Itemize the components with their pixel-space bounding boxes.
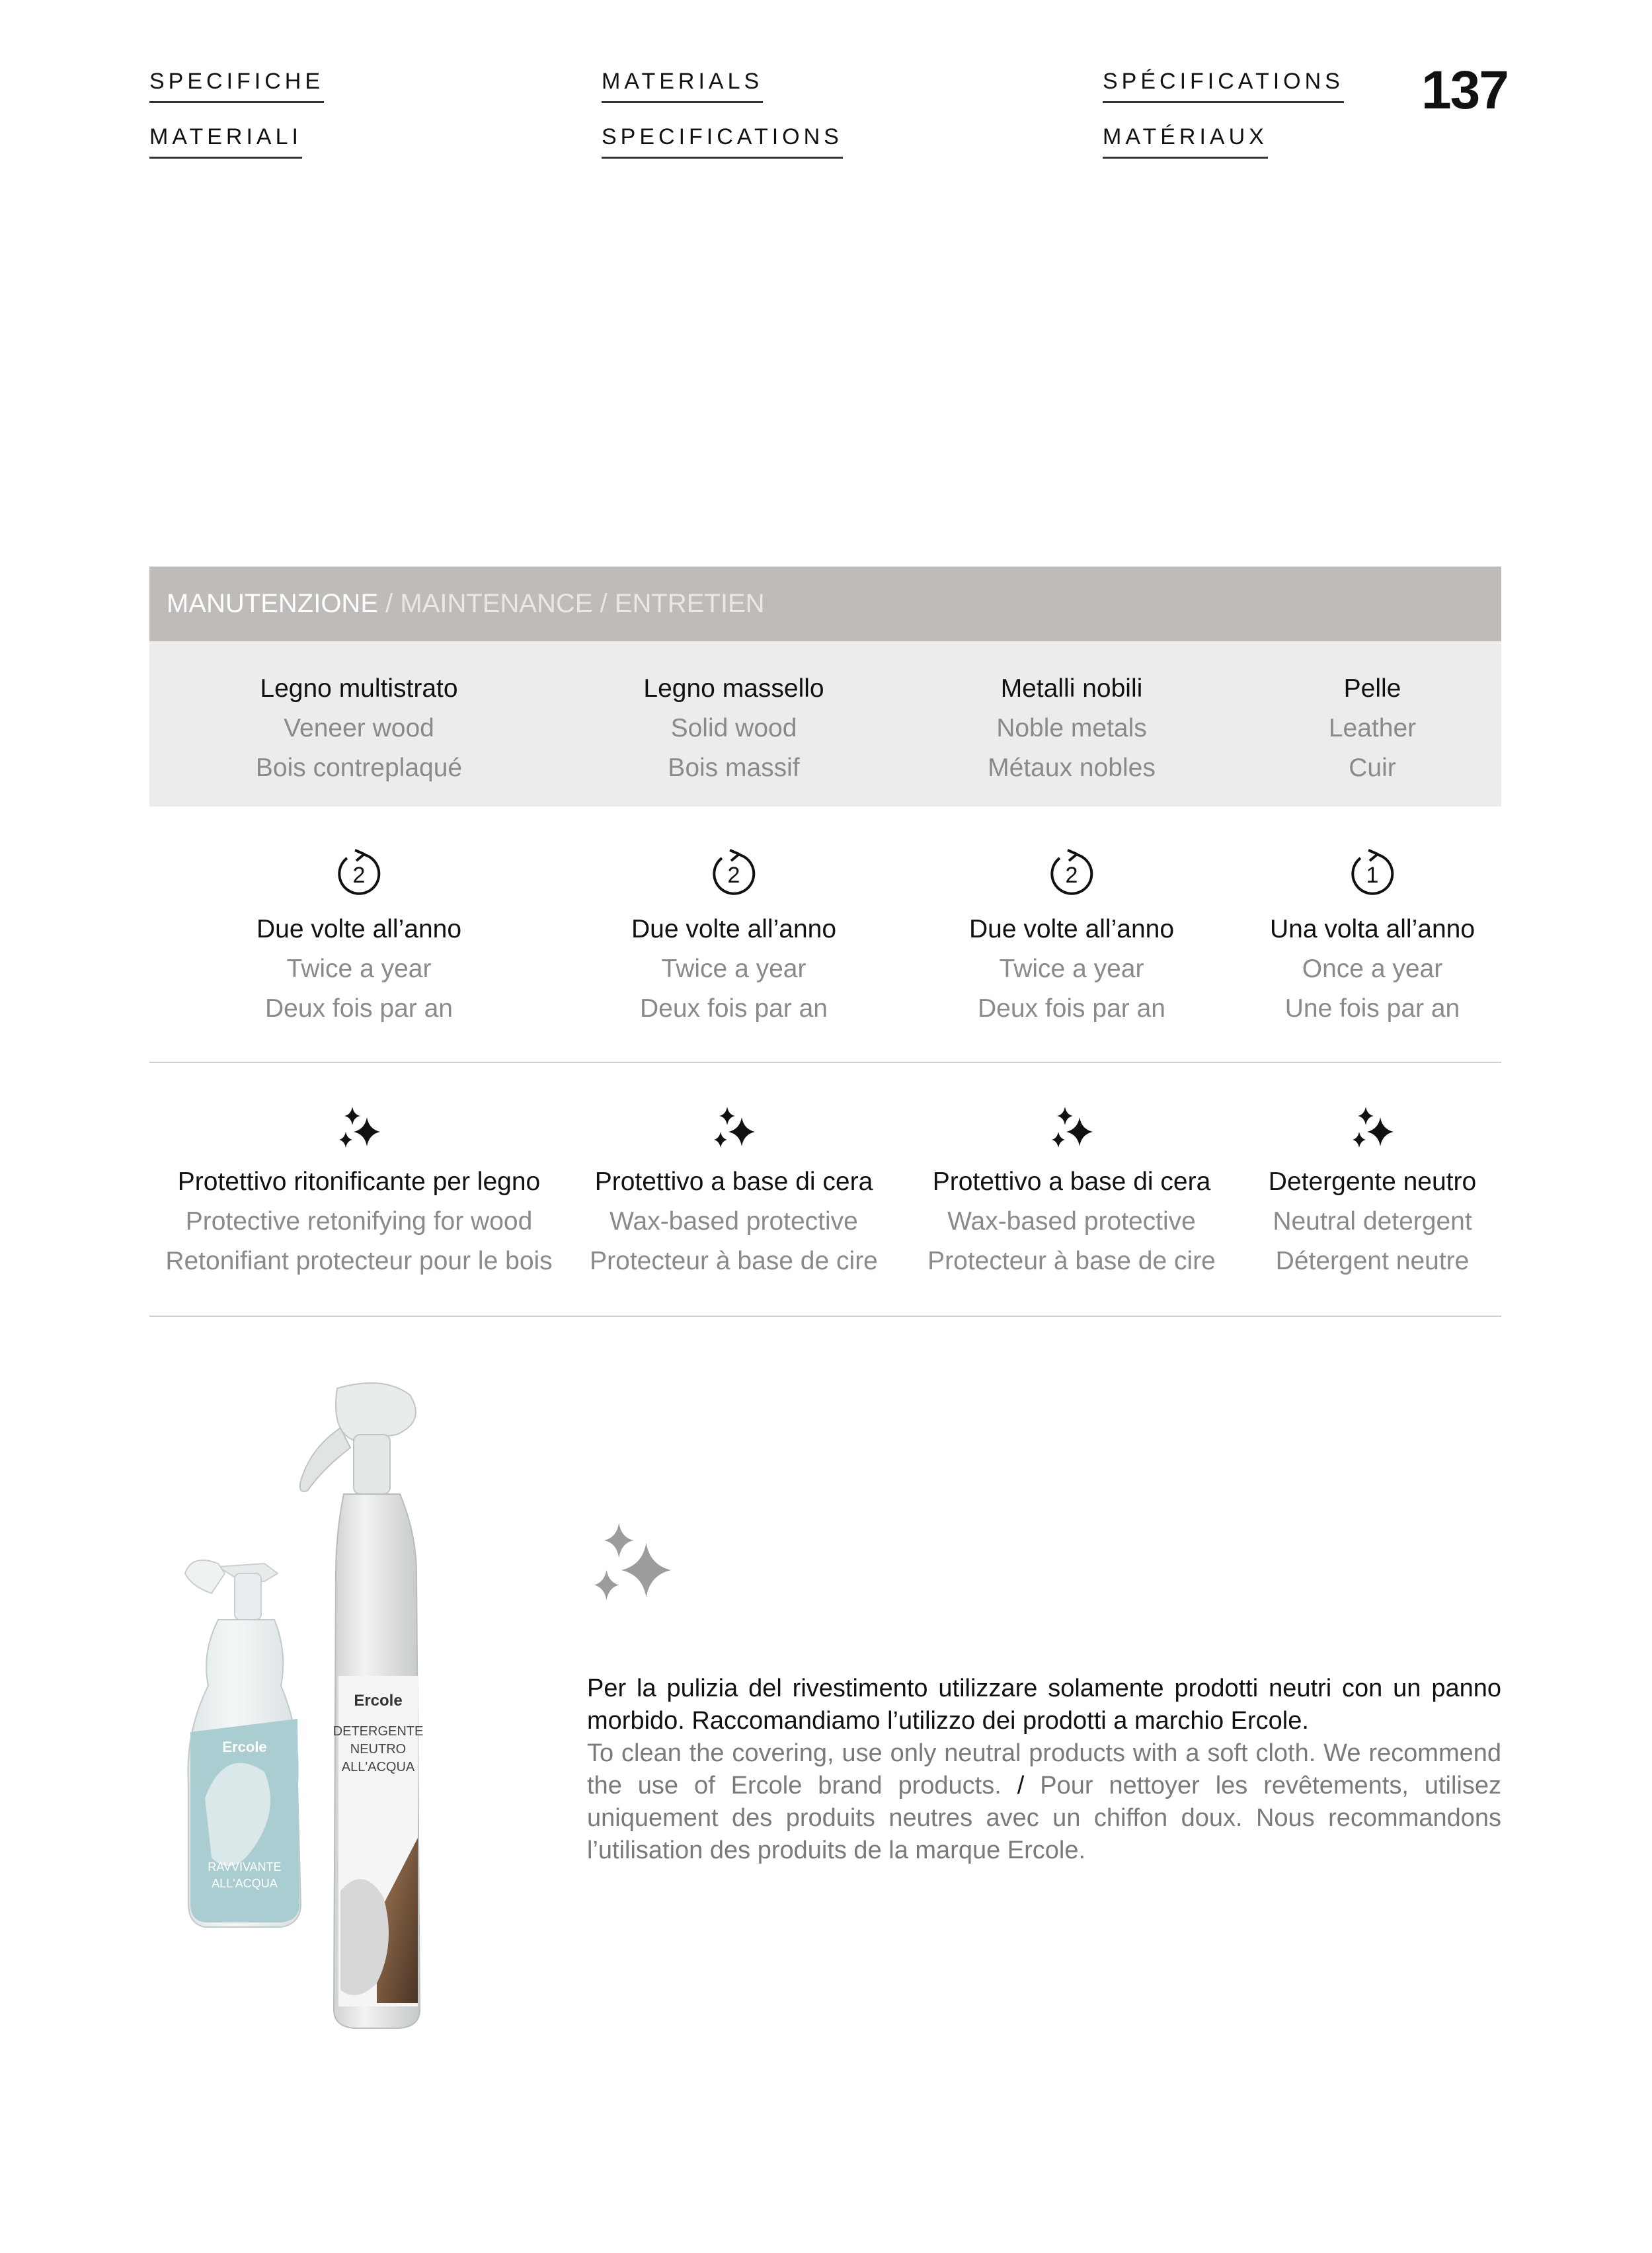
page-number: 137 (1421, 60, 1508, 120)
refresh-cycle-icon (1045, 848, 1098, 900)
frequency-item (631, 910, 836, 1029)
frequency-it: Due volte all’anno (256, 915, 462, 943)
title-it: MANUTENZIONE (167, 589, 378, 618)
frequency-count: 2 (1065, 863, 1078, 888)
material-noble-metals (988, 669, 1156, 788)
product-it: Detergente neutro (1268, 1167, 1477, 1196)
product-item (927, 1162, 1216, 1281)
product-it: Protettivo ritonificante per legno (177, 1167, 541, 1196)
frequency-fr: Une fois par an (1284, 994, 1460, 1023)
frequency-fr: Deux fois par an (639, 994, 828, 1023)
description-en: To clean the covering, use only neutral products with a soft cloth. We recommend the use of Ercole brand products. (587, 1739, 1501, 1799)
material-veneer-wood (256, 669, 462, 788)
header-label: MATERIALI (149, 124, 302, 159)
divider (149, 1316, 1501, 1317)
small-bottle (185, 1560, 301, 1927)
large-bottle-label: ALL'ACQUA (341, 1760, 415, 1774)
frequency-it: Due volte all’anno (631, 915, 837, 943)
large-bottle-brand: Ercole (354, 1692, 403, 1710)
large-bottle (300, 1383, 424, 2028)
material-leather (1329, 669, 1416, 788)
header-col-en (602, 69, 843, 159)
refresh-cycle-icon (707, 848, 760, 900)
frequency-count: 1 (1366, 863, 1379, 888)
title-separator: / (592, 589, 615, 618)
large-bottle-label: NEUTRO (350, 1742, 407, 1757)
product-fr: Détergent neutre (1275, 1247, 1470, 1275)
maintenance-description (587, 1673, 1501, 1867)
sparkle-icon (582, 1521, 681, 1620)
small-bottle-brand: Ercole (222, 1739, 267, 1755)
header-label: SPECIFICATIONS (602, 124, 843, 159)
frequency-en: Twice a year (286, 955, 432, 983)
product-fr: Protecteur à base de cire (590, 1247, 878, 1275)
title-separator: / (378, 589, 401, 618)
material-solid-wood (643, 669, 824, 788)
material-name-fr: Métaux nobles (988, 754, 1156, 782)
product-item (590, 1162, 878, 1281)
frequency-item (256, 910, 461, 1029)
product-item (1269, 1162, 1476, 1281)
product-it: Protettivo a base di cera (932, 1167, 1211, 1196)
title-fr: ENTRETIEN (614, 589, 765, 618)
maintenance-title-band (149, 567, 1501, 641)
product-en: Wax-based protective (947, 1207, 1196, 1236)
frequency-count: 2 (727, 863, 740, 888)
sparkle-icon (707, 1105, 760, 1158)
header-label: SPECIFICHE (149, 69, 324, 103)
title-en: MAINTENANCE (400, 589, 593, 618)
header-label: MATERIALS (602, 69, 763, 103)
description-separator: / (1001, 1772, 1041, 1799)
sparkle-icon (1346, 1105, 1399, 1158)
frequency-fr: Deux fois par an (977, 994, 1165, 1023)
frequency-item (969, 910, 1174, 1029)
header-col-it (149, 69, 324, 159)
frequency-count: 2 (352, 863, 366, 888)
small-bottle-label: RAVVIVANTE (208, 1860, 282, 1874)
material-name-en: Veneer wood (284, 714, 434, 742)
description-fr: Pour nettoyer les revêtements, utilisez uniquement des produits neutres avec un chiffon doux. Nous recommandons l’utilisation des produits de la marque Ercole. (587, 1772, 1501, 1864)
small-bottle-label: ALL'ACQUA (212, 1877, 278, 1890)
large-bottle-label: DETERGENTE (333, 1724, 424, 1739)
material-name-en: Leather (1328, 714, 1417, 742)
refresh-cycle-icon (333, 848, 385, 900)
description-it: Per la pulizia del rivestimento utilizzare solamente prodotti neutri con un panno morbido. Raccomandiamo l’utilizzo dei prodotti a marchio Ercole. (587, 1675, 1501, 1735)
material-name-it: Legno massello (643, 674, 824, 703)
header-col-fr (1103, 69, 1344, 159)
product-en: Wax-based protective (610, 1207, 858, 1236)
material-name-fr: Cuir (1349, 754, 1396, 782)
frequency-en: Once a year (1302, 955, 1443, 983)
refresh-cycle-icon (1346, 848, 1399, 900)
product-item (165, 1162, 552, 1281)
material-name-en: Solid wood (670, 714, 797, 742)
frequency-it: Due volte all’anno (968, 915, 1175, 943)
frequency-en: Twice a year (999, 955, 1144, 983)
material-name-fr: Bois contreplaqué (255, 754, 463, 782)
sparkle-icon (1045, 1105, 1098, 1158)
frequency-item (1270, 910, 1475, 1029)
material-name-fr: Bois massif (668, 754, 800, 782)
product-fr: Protecteur à base de cire (927, 1247, 1216, 1275)
divider (149, 1062, 1501, 1063)
sparkle-icon (333, 1105, 385, 1158)
product-bottles-image (165, 1375, 535, 2030)
frequency-it: Una volta all’anno (1269, 915, 1475, 943)
material-name-it: Legno multistrato (260, 674, 458, 703)
header-label: SPÉCIFICATIONS (1103, 69, 1344, 103)
product-it: Protettivo a base di cera (594, 1167, 873, 1196)
product-fr: Retonifiant protecteur pour le bois (165, 1247, 553, 1275)
product-en: Protective retonifying for wood (185, 1207, 533, 1236)
product-en: Neutral detergent (1273, 1207, 1472, 1236)
header-label: MATÉRIAUX (1103, 124, 1268, 159)
material-name-it: Metalli nobili (1000, 674, 1143, 703)
frequency-fr: Deux fois par an (264, 994, 453, 1023)
material-name-it: Pelle (1343, 674, 1401, 703)
material-name-en: Noble metals (996, 714, 1147, 742)
frequency-en: Twice a year (661, 955, 806, 983)
